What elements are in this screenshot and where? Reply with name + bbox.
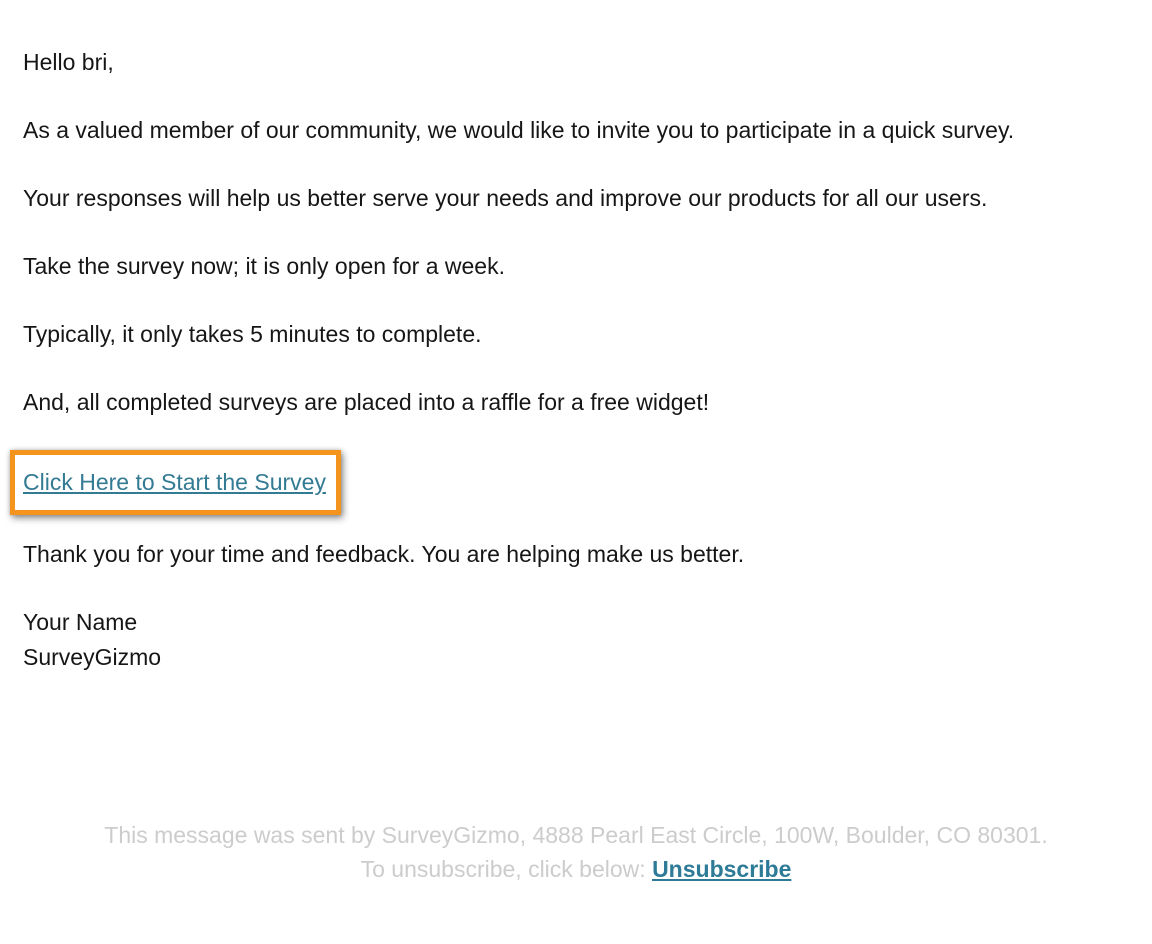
greeting-text: Hello bri, xyxy=(23,49,114,75)
survey-link-highlight-box xyxy=(10,450,341,515)
paragraph-invite: As a valued member of our community, we would like to invite you to participate in a quick survey. xyxy=(23,117,1015,143)
signature-block xyxy=(23,605,1132,675)
paragraph-raffle: And, all completed surveys are placed into a raffle for a free widget! xyxy=(23,389,710,415)
email-body xyxy=(23,45,1132,708)
paragraph-responses: Your responses will help us better serve your needs and improve our products for all our users. xyxy=(23,185,988,211)
paragraph-take-survey: Take the survey now; it is only open for a week. xyxy=(23,253,505,279)
footer-unsubscribe-line xyxy=(0,852,1152,886)
closing-text: Thank you for your time and feedback. You are helping make us better. xyxy=(23,541,745,567)
unsubscribe-link[interactable]: Unsubscribe xyxy=(652,856,792,882)
start-survey-link[interactable]: Click Here to Start the Survey xyxy=(23,469,326,495)
email-footer xyxy=(0,818,1152,886)
signature-name: Your Name xyxy=(23,609,138,635)
signature-company: SurveyGizmo xyxy=(23,644,162,670)
footer-sender-line: This message was sent by SurveyGizmo, 4888 Pearl East Circle, 100W, Boulder, CO 80301. xyxy=(104,822,1048,848)
footer-unsubscribe-prefix: To unsubscribe, click below: xyxy=(360,856,653,882)
paragraph-duration: Typically, it only takes 5 minutes to complete. xyxy=(23,321,482,347)
